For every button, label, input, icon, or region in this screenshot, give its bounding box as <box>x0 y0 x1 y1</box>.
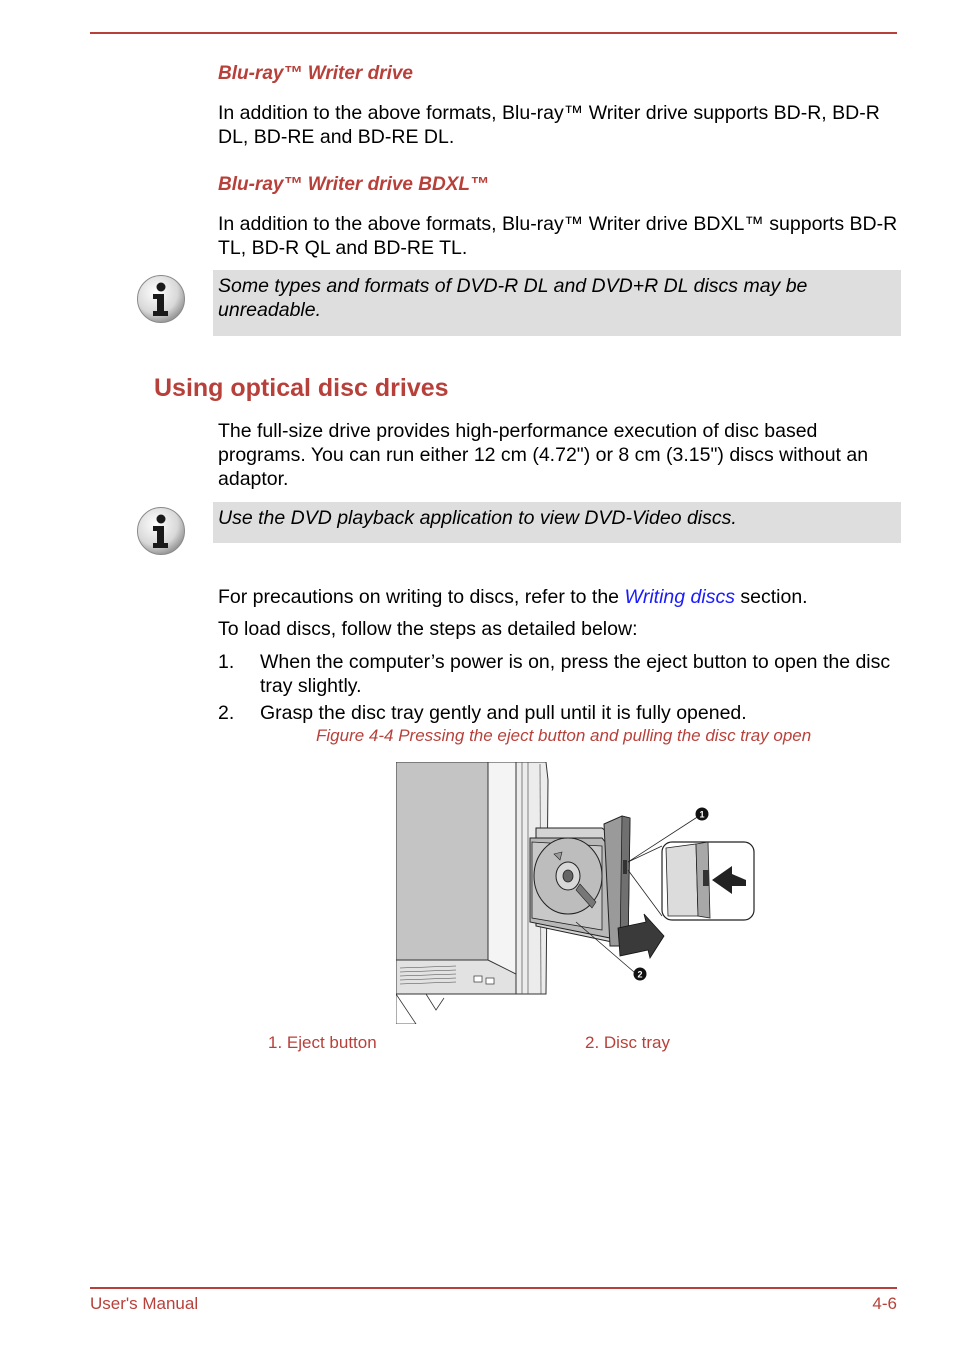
disc-tray <box>530 816 664 958</box>
section-title: Using optical disc drives <box>154 374 449 402</box>
list-item <box>218 650 898 698</box>
paragraph-load-intro: To load discs, follow the steps as detailed below: <box>218 618 638 640</box>
paragraph-precaution <box>218 585 898 609</box>
eject-button-inset <box>662 842 754 920</box>
monitor <box>396 762 548 1024</box>
list-text: When the computer’s power is on, press the eject button to open the disc tray slightly. <box>260 651 891 697</box>
callout-1-label: 1 <box>699 809 705 820</box>
footer-rule <box>90 1287 897 1289</box>
paragraph-intro: The full-size drive provides high-performance execution of disc based programs. You can run either 12 cm (4.72") or 8 cm (3.15") discs without an adaptor. <box>218 420 869 490</box>
heading-bluray-bdxl: Blu-ray™ Writer drive BDXL™ <box>218 174 489 195</box>
heading-bluray-writer: Blu-ray™ Writer drive <box>218 63 413 84</box>
writing-discs-link[interactable]: Writing discs <box>624 586 735 608</box>
legend-disc-tray: 2. Disc tray <box>585 1033 671 1052</box>
list-item <box>218 701 898 725</box>
callout-2-label: 2 <box>637 969 643 980</box>
note-box <box>213 270 901 336</box>
figure-caption: Figure 4-4 Pressing the eject button and pulling the disc tray open <box>316 726 812 745</box>
info-icon <box>136 506 186 556</box>
legend-eject-button: 1. Eject button <box>268 1033 377 1052</box>
precaution-text-after: section. <box>734 586 808 608</box>
list-number: 2. <box>218 702 235 724</box>
page-number: 4-6 <box>872 1294 897 1313</box>
list-text: Grasp the disc tray gently and pull until it is fully opened. <box>260 702 747 724</box>
note-text: Use the DVD playback application to view DVD-Video discs. <box>218 507 737 529</box>
paragraph-bluray-writer: In addition to the above formats, Blu-ray™ Writer drive supports BD-R, BD-R DL, BD-RE and BD-RE DL. <box>218 102 880 148</box>
precaution-text-before: For precautions on writing to discs, refer to the <box>218 586 625 608</box>
note-text: Some types and formats of DVD-R DL and DVD+R DL discs may be unreadable. <box>218 275 808 321</box>
disc-tray-illustration <box>396 762 758 1024</box>
info-icon <box>136 274 186 324</box>
callout-1 <box>696 808 709 821</box>
footer-title: User's Manual <box>90 1294 199 1313</box>
callout-2 <box>634 968 647 981</box>
header-rule <box>90 32 897 34</box>
paragraph-bluray-bdxl: In addition to the above formats, Blu-ray™ Writer drive BDXL™ supports BD-R TL, BD-R QL and BD-RE TL. <box>218 213 898 259</box>
note-box <box>213 502 901 543</box>
list-number: 1. <box>218 651 235 673</box>
